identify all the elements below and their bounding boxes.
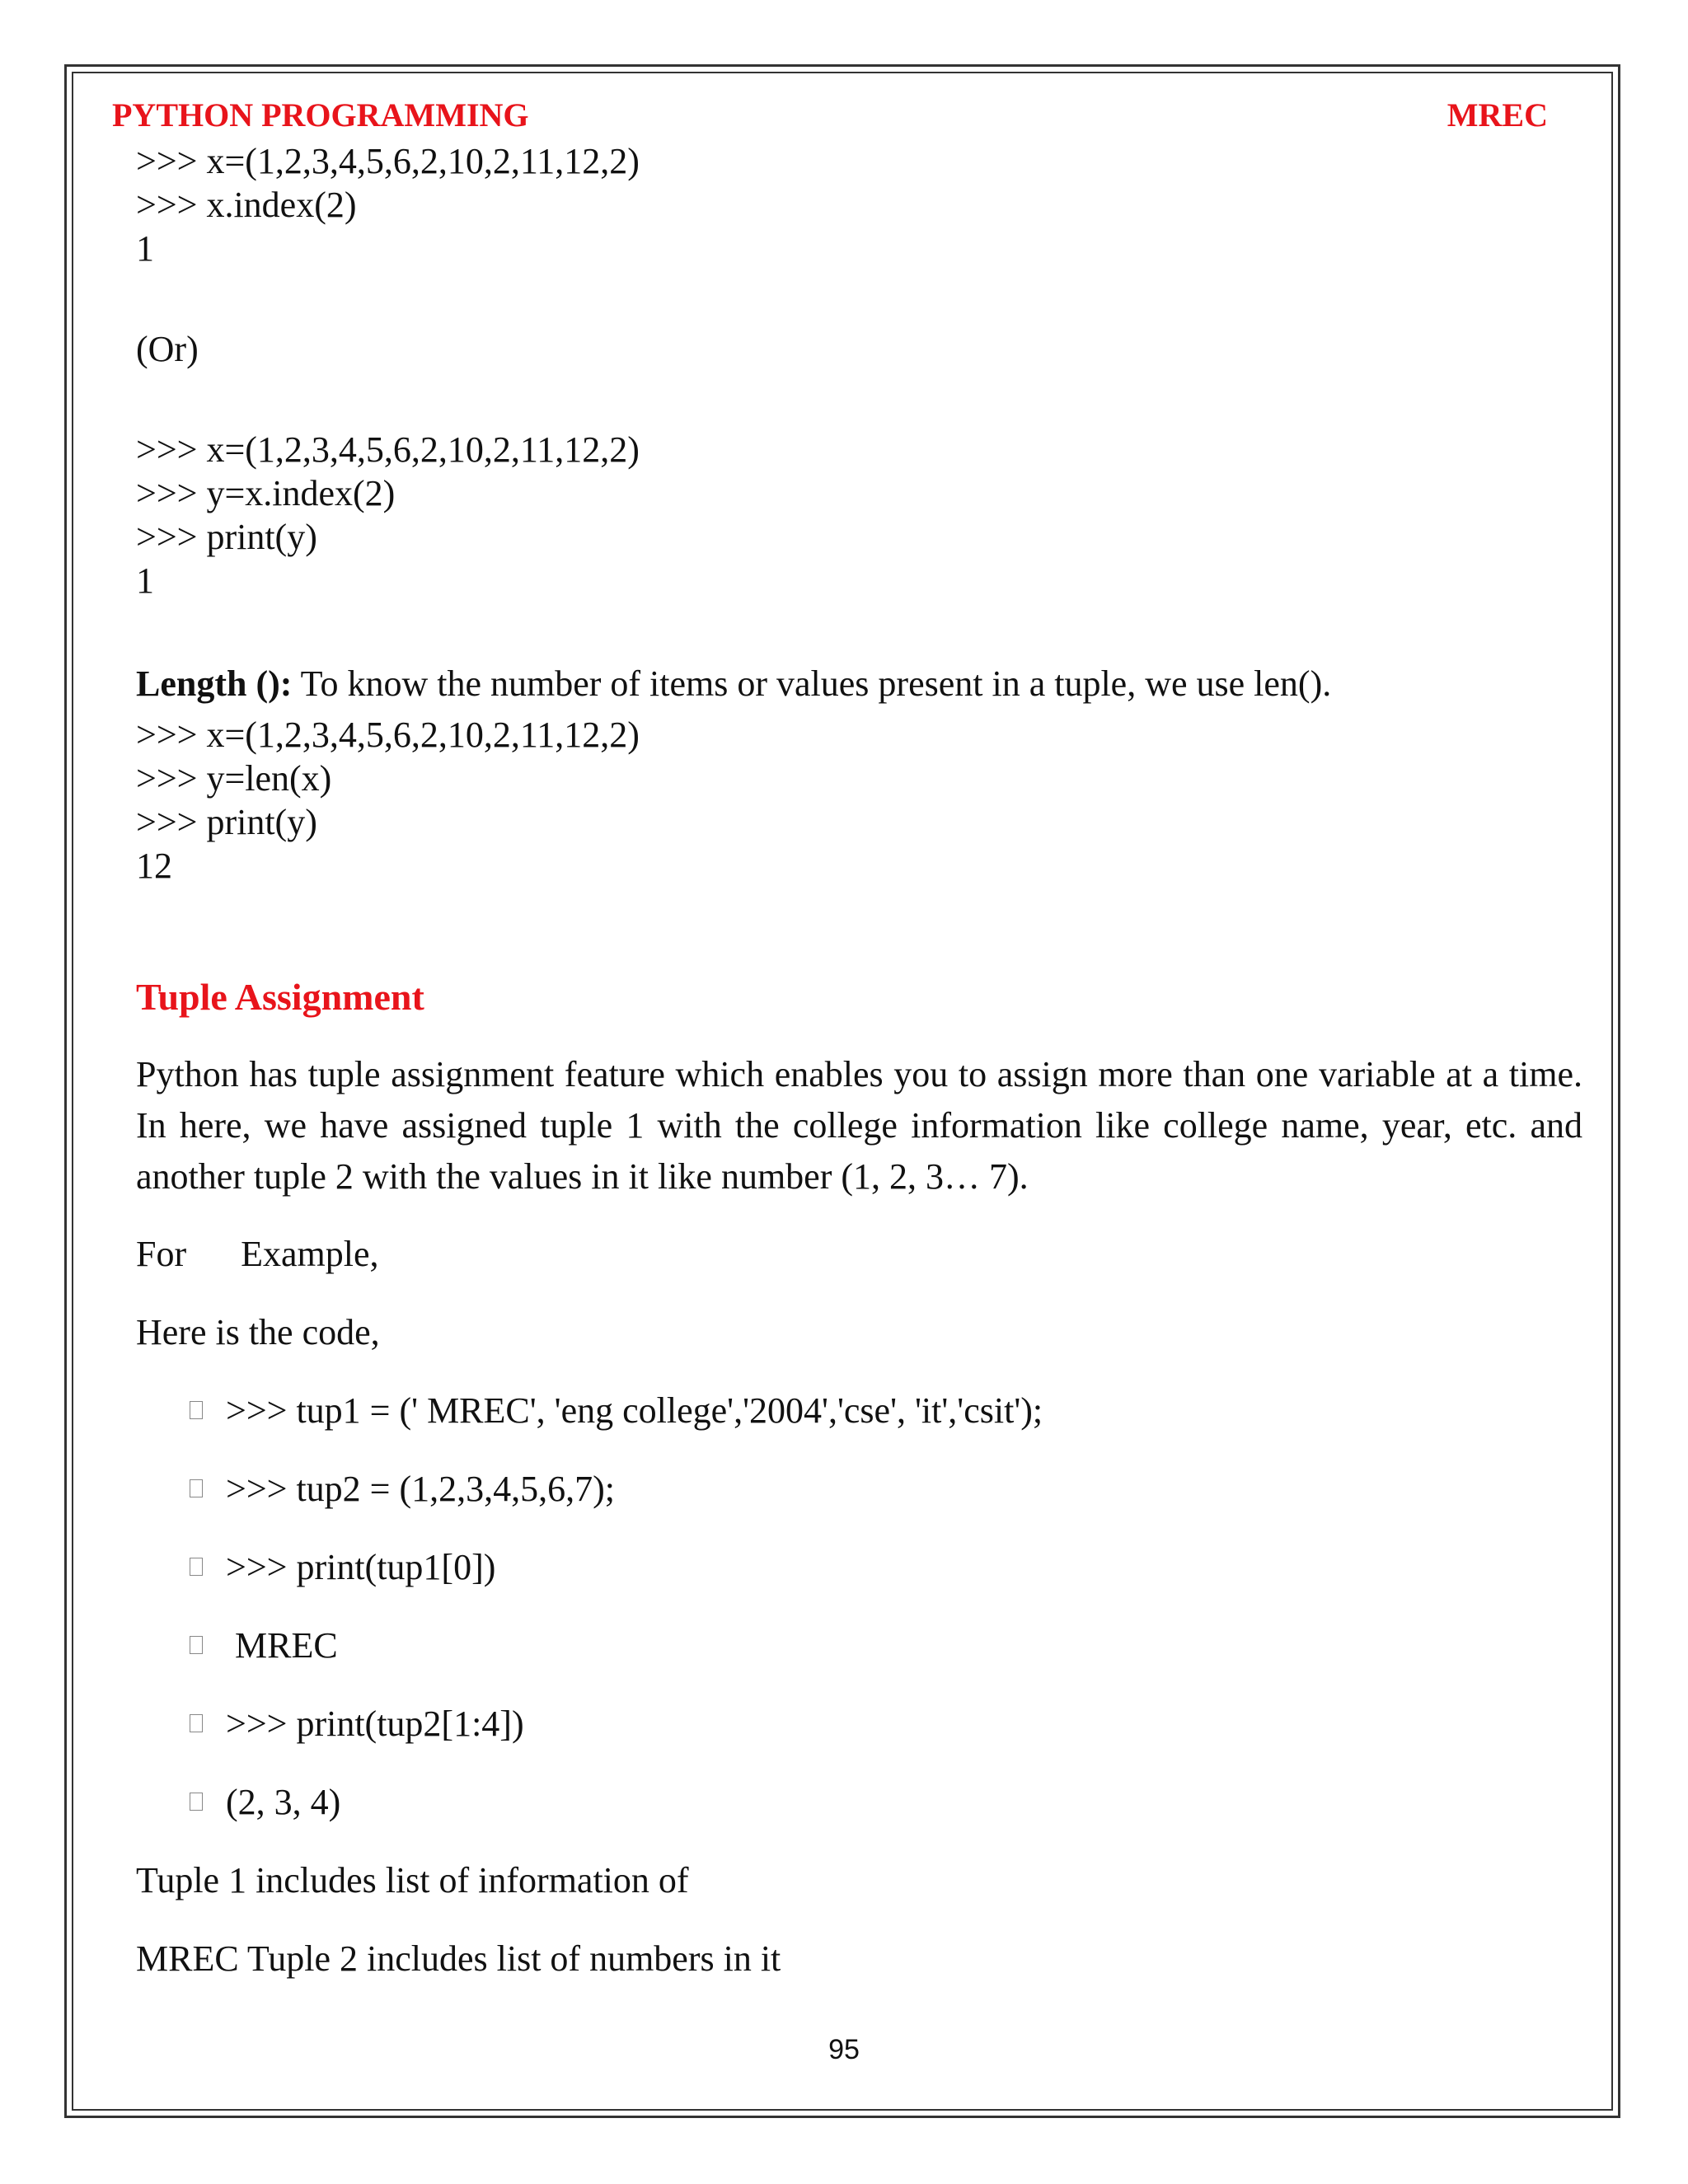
closing-text: MREC Tuple 2 includes list of numbers in it: [136, 1938, 781, 1979]
list-item: >>> tup1 = (' MREC', 'eng college','2004','cse', 'it','csit');: [190, 1393, 1043, 1429]
code-line: >>> x=(1,2,3,4,5,6,2,10,2,11,12,2): [136, 429, 640, 470]
bullet-icon: [190, 1636, 203, 1654]
bullet-icon: [190, 1558, 203, 1576]
list-item: >>> print(tup1[0]): [190, 1549, 495, 1586]
code-line: >>> print(y): [136, 802, 317, 842]
tuple-assignment-paragraph: Python has tuple assignment feature which enables you to assign more than one variable at a time. In here, we have assigned tuple 1 with the college information like college name, year, etc. and another tuple 2 with the values in it like number (1, 2, 3… 7).: [136, 1054, 1582, 1197]
list-item: MREC: [190, 1628, 338, 1664]
code-line: >>> y=x.index(2): [136, 473, 396, 513]
for-example-label: For Example,: [136, 1234, 379, 1274]
bullet-icon: [190, 1401, 203, 1419]
code-output: 1: [136, 560, 154, 601]
or-label: (Or): [136, 329, 199, 369]
length-description: To know the number of items or values present in a tuple, we use len().: [292, 663, 1332, 704]
code-output: 1: [136, 228, 154, 269]
code-output: 12: [136, 846, 172, 886]
code-line: >>> x=(1,2,3,4,5,6,2,10,2,11,12,2): [136, 715, 640, 755]
list-item: (2, 3, 4): [190, 1784, 340, 1821]
bullet-icon: [190, 1714, 203, 1732]
length-term: Length ():: [136, 663, 293, 704]
list-item: >>> print(tup2[1:4]): [190, 1706, 524, 1742]
bullet-icon: [190, 1479, 203, 1497]
length-definition: [136, 663, 1332, 704]
closing-text: Tuple 1 includes list of information of: [136, 1860, 689, 1900]
code-line: >>> x=(1,2,3,4,5,6,2,10,2,11,12,2): [136, 141, 640, 181]
code-line: >>> print(y): [136, 517, 317, 557]
code-line: >>> y=len(x): [136, 758, 332, 799]
bullet-icon: [190, 1793, 203, 1811]
code-line: >>> x.index(2): [136, 185, 357, 225]
section-heading-tuple-assignment: Tuple Assignment: [136, 976, 424, 1018]
list-item: >>> tup2 = (1,2,3,4,5,6,7);: [190, 1471, 615, 1507]
header-course-title: PYTHON PROGRAMMING: [112, 96, 529, 134]
here-is-code-label: Here is the code,: [136, 1312, 380, 1352]
header-institution: MREC: [1447, 96, 1548, 134]
page-number: 95: [828, 2034, 860, 2065]
